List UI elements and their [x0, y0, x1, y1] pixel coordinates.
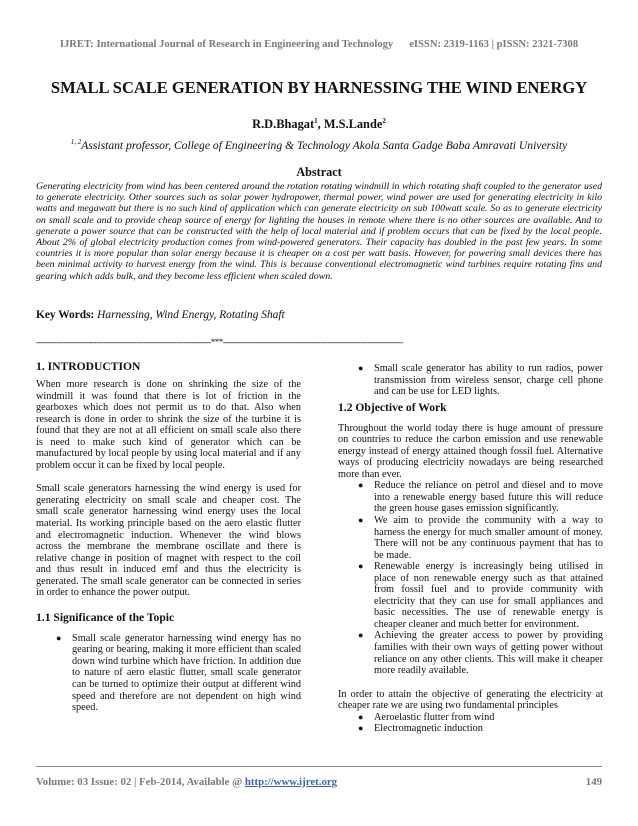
- list-item: [338, 723, 603, 735]
- right-column: [338, 363, 603, 735]
- list-item-text: We aim to provide the community with a way to harness the energy for much smaller amount of money. There will not be any continuous payment that has to be made.: [374, 515, 603, 561]
- intro-paragraph-1: When more research is done on shrinking the size of the windmill it was found that there is lot of friction in the gearboxes which does not permit us to do that. Also when research is done in order to shrink the size of the turbine it is found that they are not at all efficient on small scale also there is need to make such kind of generator which can be manufactured by local people by using local material and if any problem occur it can be fixed by local people.: [36, 379, 301, 471]
- objective-heading: 1.2 Objective of Work: [338, 400, 447, 414]
- author-1: R.D.Bhagat: [252, 117, 315, 132]
- list-item: [338, 363, 603, 398]
- issn-text: eISSN: 2319-1163 | pISSN: 2321-7308: [409, 39, 579, 50]
- bullet-icon: ●: [358, 480, 364, 491]
- list-item: [338, 630, 603, 676]
- list-item: [338, 712, 603, 724]
- abstract-text: Generating electricity from wind has been centered around the rotation rotating windmill in which rotating shaft coupled to the generator used to generate electricity. Other sources such as solar power hydropower, thermal power, wind power are used for generating electricity in kilo watts and megawatt but there is no such kind of application which can generate electricity on sub 100watt scale. So as to generate electricity on small scale and to provide cheap source of energy for lighting the houses in remote where there is no other sources are available. And to generate a power source that can be constructed with the help of local material and if problem occurs that can be fixed by the local people. About 2% of global electricity production comes from wind-powered generators. Their capacity has doubled in the past few years. In some countries it is more popular than solar energy because it is cheaper on a cost per watt basis. However, for powering small devices there has been minimal activity to harvest energy from the wind. This is because conventional electromagnetic wind turbines require rotating fins and gearing which adds bulk, and they become less efficient when scaled down.: [36, 181, 602, 282]
- list-item-text: Aeroelastic flutter from wind: [374, 711, 495, 723]
- keywords-value: Harnessing, Wind Energy, Rotating Shaft: [94, 309, 285, 321]
- bullet-icon: ●: [358, 723, 364, 734]
- list-item-text: Reduce the reliance on petrol and diesel and to move into a renewable energy based future this will reduce the green house gases emission significantly.: [374, 480, 603, 515]
- affiliation: [0, 138, 638, 152]
- list-item: [338, 515, 603, 561]
- footer-divider: [36, 766, 602, 767]
- bullet-icon: ●: [358, 711, 364, 722]
- affiliation-text: Assistant professor, College of Engineering & Technology Akola Santa Gadge Baba Amravati University: [81, 138, 568, 152]
- objective-paragraph-2: In order to attain the objective of generating the electricity at cheaper rate we are using two fundamental principles: [338, 688, 603, 712]
- list-item-text: Renewable energy is increasingly being utilised in place of non renewable energy such as that attained from fossil fuel and to provide community with electricity that they can use for small appliances and basic necessities. The use of renewable energy is cheaper cleaner and much better for environment.: [374, 561, 603, 630]
- introduction-heading: 1. INTRODUCTION: [36, 360, 141, 373]
- list-item-text: Electromagnetic induction: [374, 723, 483, 735]
- footer-volume: [36, 776, 337, 788]
- author-line: [0, 117, 638, 132]
- top-list: [338, 363, 603, 398]
- objective-list: [338, 480, 603, 676]
- significance-heading: 1.1 Significance of the Topic: [36, 610, 175, 624]
- author-1-sup: 1: [314, 117, 318, 125]
- list-item: [36, 633, 301, 714]
- bullet-icon: ●: [358, 561, 364, 572]
- significance-list: [36, 633, 301, 714]
- left-column: [36, 360, 301, 714]
- author-2: M.S.Lande: [323, 117, 383, 132]
- abstract-heading: Abstract: [296, 165, 342, 179]
- keywords: [36, 309, 285, 321]
- list-item: [338, 480, 603, 515]
- footer-volume-text: Volume: 03 Issue: 02 | Feb-2014, Available @: [36, 776, 245, 788]
- section-divider: ----------------------------------------------------------------------***------------------------------------------------------------------------: [36, 337, 403, 347]
- paper-title: SMALL SCALE GENERATION BY HARNESSING THE WIND ENERGY: [50, 78, 588, 97]
- intro-paragraph-2: Small scale generators harnessing the wind energy is used for generating electricity on small scale and cheaper cost. The small scale generator harnessing wind energy uses the local material. Its working principle based on the aero elastic flutter and electromagnetic induction. Whenever the wind blows across the membrane the membrane oscillate and there is relative change in position of magnet with respect to the coil and thus result in induced emf and thus the electricity is generated. The small scale generator can be connected in series in order to enhance the power output.: [36, 483, 301, 599]
- list-item: [338, 561, 603, 630]
- bullet-icon: ●: [358, 515, 364, 526]
- author-2-sup: 2: [382, 117, 386, 125]
- bullet-icon: ●: [358, 363, 364, 373]
- journal-header: [0, 39, 638, 50]
- affiliation-sup: 1, 2: [70, 138, 82, 146]
- bullet-icon: ●: [56, 632, 62, 643]
- bullet-icon: ●: [358, 630, 364, 641]
- journal-name: IJRET: International Journal of Research in Engineering and Technology: [59, 39, 394, 50]
- list-item-text: Small scale generator harnessing wind energy has no gearing or bearing, making it more efficient than scaled down wind turbine which have friction. In addition due to nature of aero elastic flutter, small scale generator can be turned to optimize their output at different wind speed and therefore are not dependent on high wind speed.: [72, 632, 301, 714]
- objective-paragraph-1: Throughout the world today there is huge amount of pressure on countries to reduce the carbon emission and use renewable energy instead of energy attained though fossil fuel. Alternative ways of producing electricity nowadays are being researched more than ever.: [338, 422, 603, 480]
- journal-link[interactable]: http://www.ijret.org: [244, 776, 338, 788]
- page-number: 149: [585, 776, 602, 788]
- author-separator: ,: [317, 117, 324, 132]
- list-item-text: Achieving the greater access to power by providing families with their own ways of getting power without reliance on any other clients. This will make it cheaper more readily available.: [374, 630, 603, 677]
- principles-list: [338, 712, 603, 735]
- keywords-label: Key Words:: [36, 309, 95, 321]
- list-item-text: Small scale generator has ability to run radios, power transmission from wireless sensor, charge cell phone and can be use for LED lights.: [374, 363, 603, 398]
